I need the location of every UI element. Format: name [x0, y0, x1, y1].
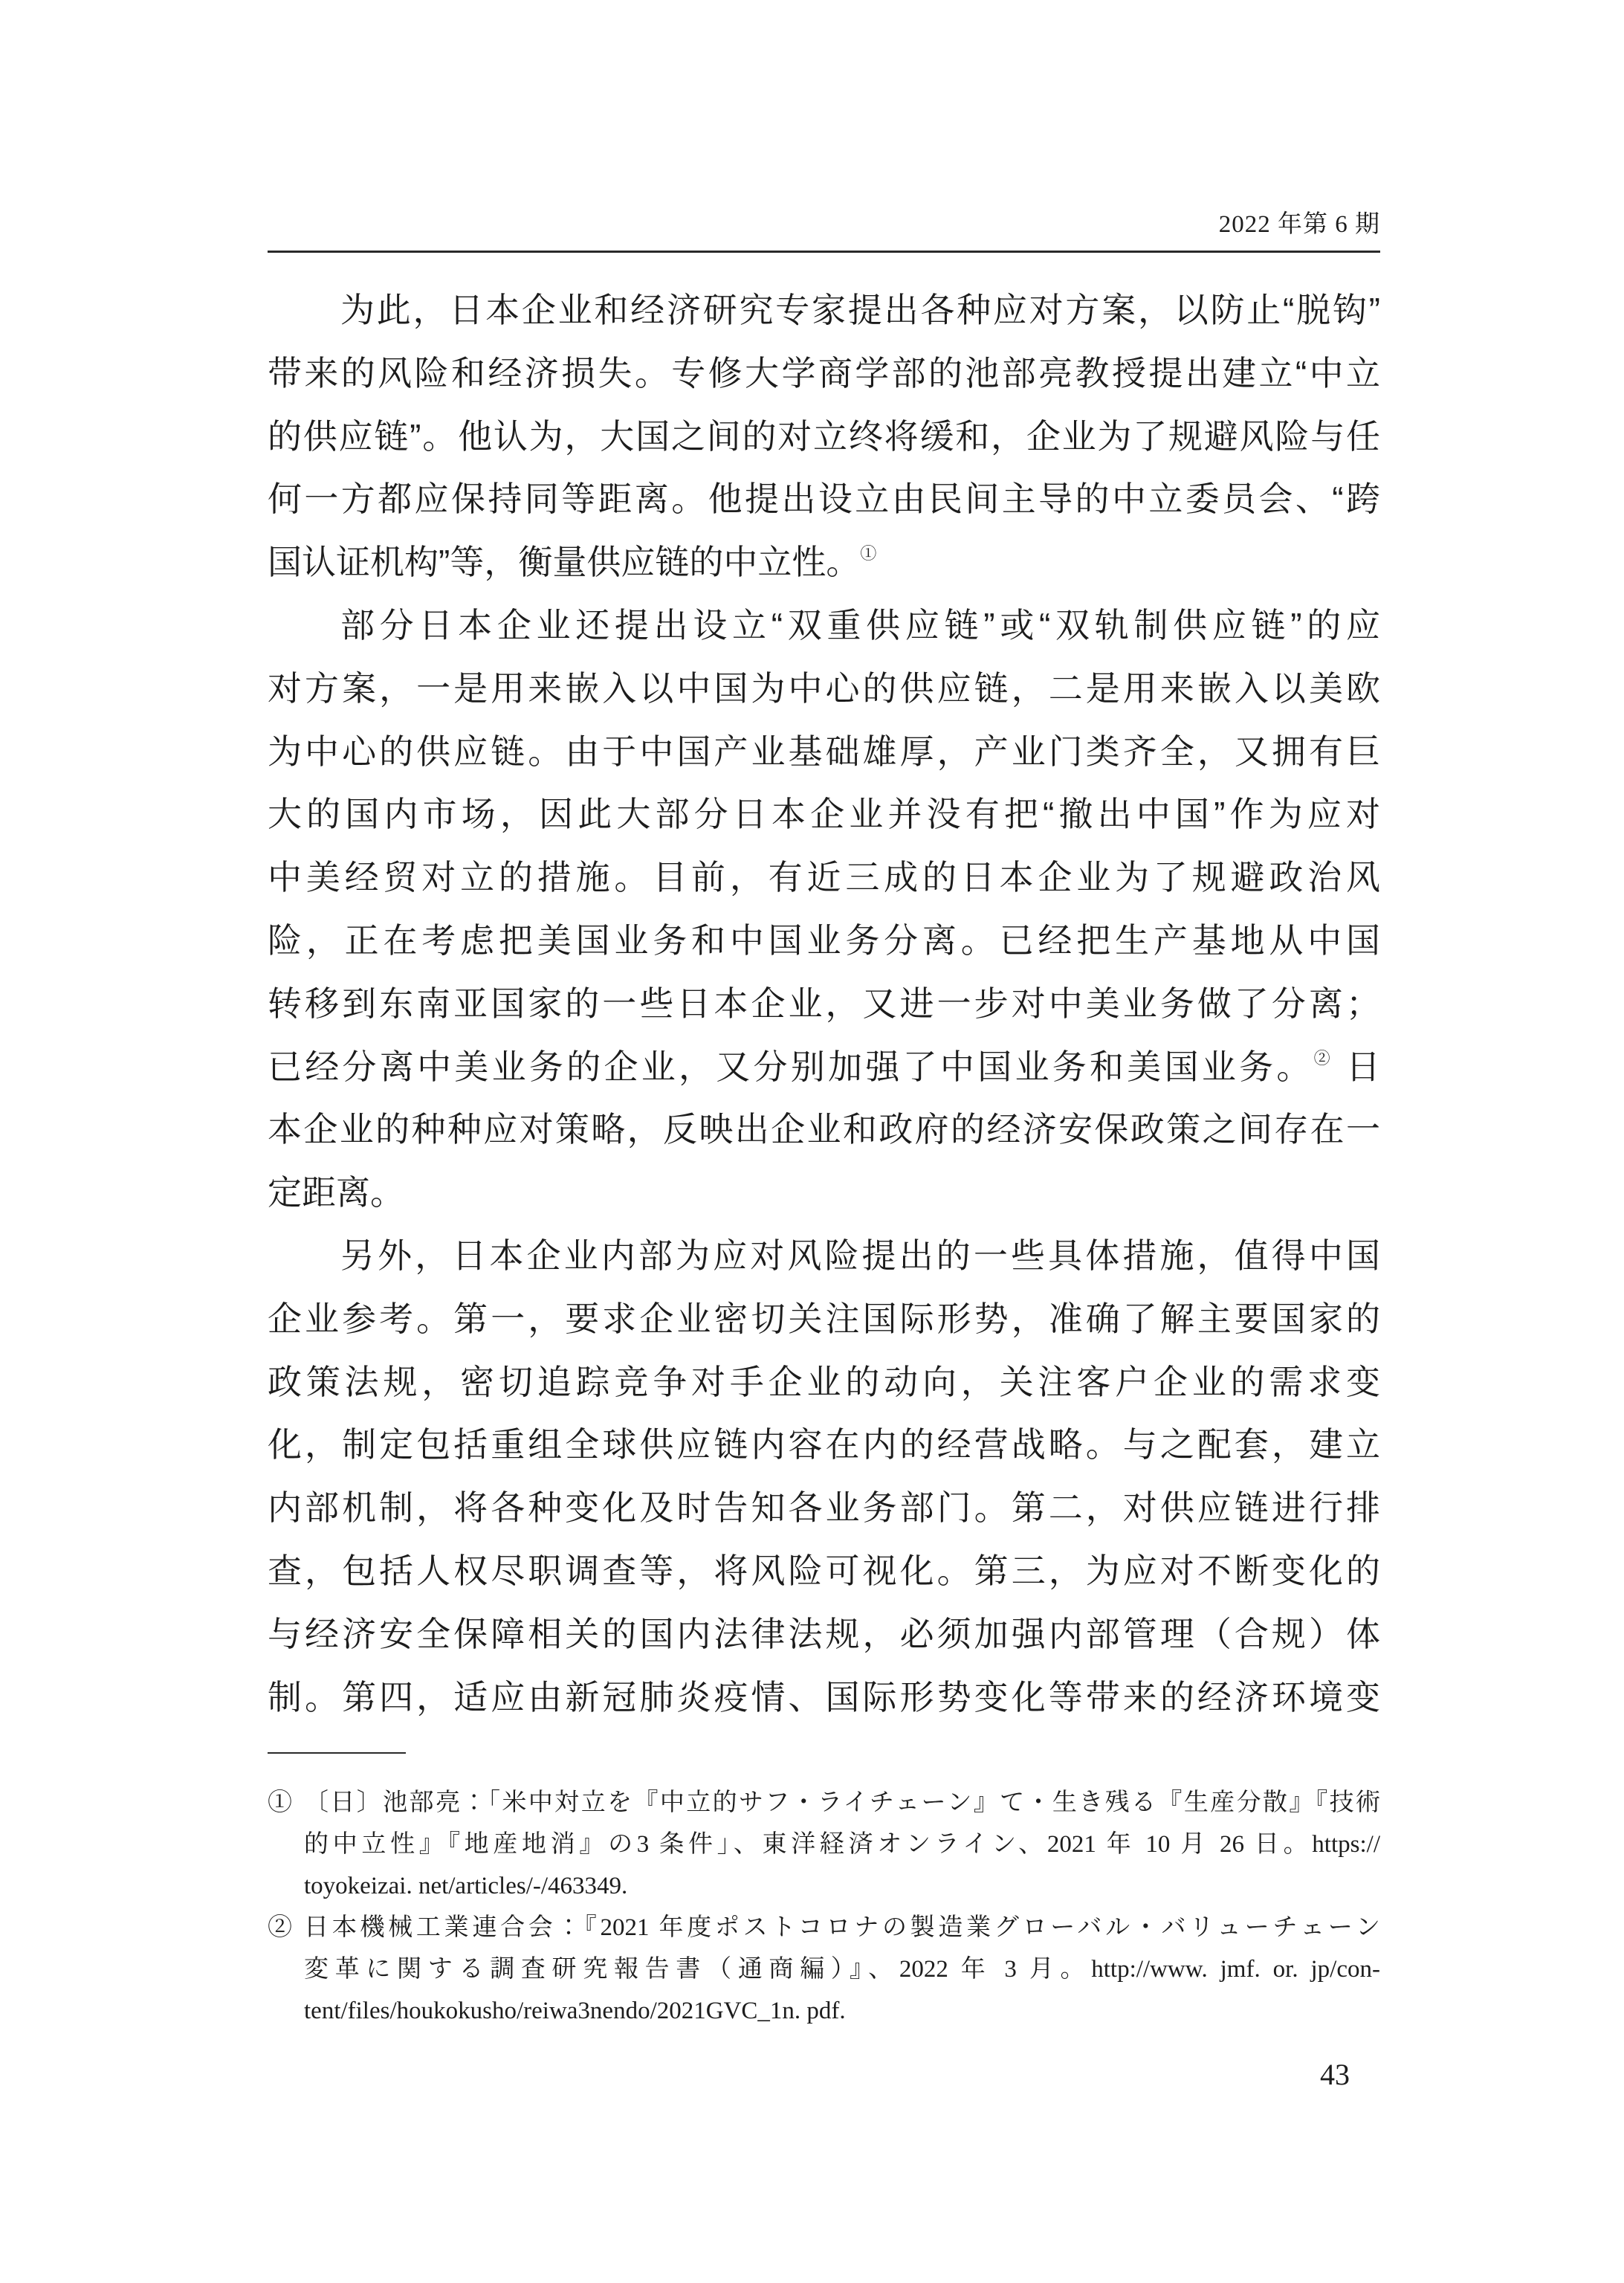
- body-line: 对方案，一是用来嵌入以中国为中心的供应链，二是用来嵌入以美欧: [268, 668, 1380, 708]
- body-line: 制。第四，适应由新冠肺炎疫情、国际形势变化等带来的经济环境变: [268, 1677, 1380, 1717]
- body-line: 部分日本企业还提出设立“双重供应链”或“双轨制供应链”的应: [340, 605, 1380, 645]
- footnote-line: 的中立性』『地産地消』の3 条件」、東洋経済オンライン、2021 年 10 月 26 日。https://: [304, 1831, 1380, 1858]
- footnote: [268, 1782, 1380, 1907]
- body-line-text: 国认证机构”等，衡量供应链的中立性。: [268, 543, 861, 582]
- body-line: 查，包括人权尽职调查等，将风险可视化。第三，为应对不断变化的: [268, 1551, 1380, 1590]
- body-line: 化，制定包括重组全球供应链内容在内的经营战略。与之配套，建立: [268, 1425, 1380, 1465]
- footnote-marker: ②: [268, 1914, 292, 1941]
- body-line: 何一方都应保持同等距离。他提出设立由民间主导的中立委员会、“跨: [268, 479, 1380, 519]
- header-rule: [268, 251, 1380, 253]
- body-line: 另外，日本企业内部为应对风险提出的一些具体措施，值得中国: [340, 1236, 1380, 1275]
- body-line-text: 已经分离中美业务的企业，又分别加强了中国业务和美国业务。: [268, 1047, 1314, 1086]
- body-line: [268, 1036, 1380, 1099]
- footnote-marker: ①: [268, 1789, 292, 1816]
- body-line: 定距离。: [268, 1173, 404, 1212]
- body-line: 中美经贸对立的措施。目前，有近三成的日本企业为了规避政治风: [268, 858, 1380, 897]
- page-number: 43: [1320, 2058, 1350, 2091]
- footnote-line: toyokeizai. net/articles/-/463349.: [304, 1873, 628, 1899]
- footnote-ref: ②: [1313, 1048, 1333, 1068]
- body-line: 大的国内市场，因此大部分日本企业并没有把“撤出中国”作为应对: [268, 795, 1380, 834]
- footnote-line: tent/files/houkokusho/reiwa3nendo/2021GVC_1n. pdf.: [304, 1998, 846, 2024]
- footnote-rule: [268, 1752, 406, 1754]
- body-line: 内部机制，将各种变化及时告知各业务部门。第二，对供应链进行排: [268, 1488, 1380, 1528]
- body-line: [268, 531, 1380, 594]
- body-line: 转移到东南亚国家的一些日本企业，又进一步对中美业务做了分离；: [268, 984, 1380, 1023]
- body-text: [268, 279, 1380, 1728]
- body-line-text-after: 日: [1333, 1047, 1380, 1086]
- body-line: 的供应链”。他认为，大国之间的对立终将缓和，企业为了规避风险与任: [268, 416, 1380, 456]
- body-line: 带来的风险和经济损失。专修大学商学部的池部亮教授提出建立“中立: [268, 353, 1380, 393]
- body-line: 与经济安全保障相关的国内法律法规，必须加强内部管理（合规）体: [268, 1614, 1380, 1653]
- footnote-line: 変革に関する調査研究報告書（通商編）』、2022 年 3 月。http://www. jmf. or. jp/con-: [304, 1956, 1380, 1983]
- footnote: [268, 1907, 1380, 2032]
- footnotes: [268, 1782, 1380, 2032]
- body-line: 为中心的供应链。由于中国产业基础雄厚，产业门类齐全，又拥有巨: [268, 732, 1380, 771]
- footnote-line: 〔日〕池部亮：「米中対立を『中立的サフ・ライチェーン』て・生き残る『生産分散』『技術: [304, 1789, 1380, 1816]
- footnote-ref: ①: [860, 544, 877, 564]
- body-line: 本企业的种种应对策略，反映出企业和政府的经济安保政策之间存在一: [268, 1110, 1380, 1149]
- running-head-issue: 2022 年第 6 期: [1218, 211, 1380, 238]
- body-line: 险，正在考虑把美国业务和中国业务分离。已经把生产基地从中国: [268, 920, 1380, 960]
- body-line: 为此，日本企业和经济研究专家提出各种应对方案，以防止“脱钩”: [340, 291, 1380, 329]
- body-line: 政策法规，密切追踪竞争对手企业的动向，关注客户企业的需求变: [268, 1362, 1380, 1401]
- body-line: 企业参考。第一，要求企业密切关注国际形势，准确了解主要国家的: [268, 1299, 1380, 1338]
- footnote-line: 日本機械工業連合会：『2021 年度ポストコロナの製造業グローバル・バリューチェーン: [304, 1914, 1380, 1941]
